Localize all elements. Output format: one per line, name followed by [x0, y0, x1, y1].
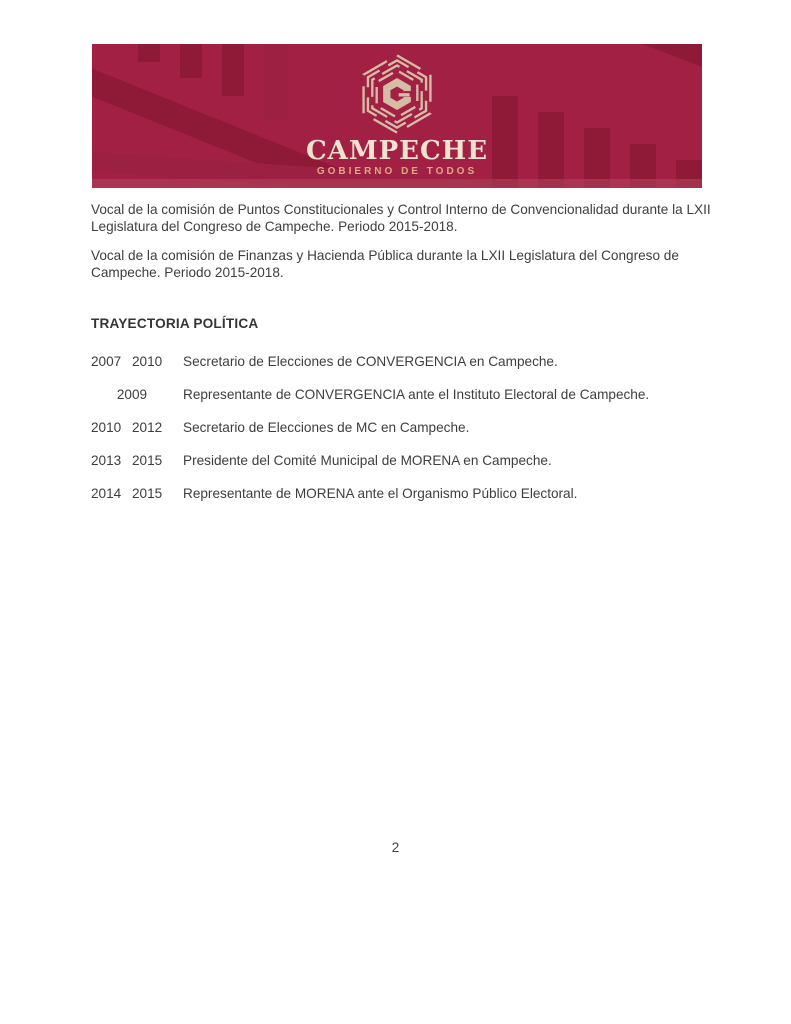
- section-heading-trayectoria-politica: TRAYECTORIA POLÍTICA: [91, 316, 259, 331]
- trajectory-entry: [91, 353, 711, 386]
- campeche-header-banner: [92, 44, 702, 188]
- entry-description: Representante de CONVERGENCIA ante el Instituto Electoral de Campeche.: [183, 387, 650, 402]
- logo-title: CAMPECHE: [305, 136, 489, 166]
- page-number: 2: [391, 840, 400, 855]
- trajectory-entry: [91, 452, 711, 485]
- entry-year-end: 2009: [116, 387, 148, 402]
- trajectory-entry: [91, 386, 711, 419]
- government-logo: [92, 52, 702, 178]
- campeche-hexagon-logo-icon: [355, 52, 439, 136]
- entry-description: Secretario de Elecciones de MC en Campeche.: [183, 420, 470, 435]
- paragraph-commission-constitutional: Vocal de la comisión de Puntos Constitucionales y Control Interno de Convencionalidad durante la LXII Legislatura del Congreso de Campeche. Periodo 2015-2018.: [91, 202, 711, 234]
- entry-description: Secretario de Elecciones de CONVERGENCIA en Campeche.: [183, 354, 558, 369]
- entry-description: Representante de MORENA ante el Organismo Público Electoral.: [183, 486, 578, 501]
- entry-year-end: 2015: [132, 486, 163, 501]
- banner-pattern-shape: [92, 179, 702, 188]
- entry-year-start: 2007: [91, 354, 122, 369]
- trajectory-entry: [91, 485, 711, 518]
- logo-subtitle: GOBIERNO DE TODOS: [316, 166, 478, 177]
- entry-year-end: 2015: [132, 453, 163, 468]
- trajectory-list: [91, 353, 711, 518]
- entry-year-end: 2012: [132, 420, 163, 435]
- entry-year-start: 2013: [91, 453, 122, 468]
- entry-description: Presidente del Comité Municipal de MORENA en Campeche.: [183, 453, 552, 468]
- entry-year-start: 2010: [91, 420, 122, 435]
- trajectory-entry: [91, 419, 711, 452]
- entry-year-start: 2014: [91, 486, 122, 501]
- entry-year-end: 2010: [132, 354, 163, 369]
- paragraph-commission-finance: Vocal de la comisión de Finanzas y Hacienda Pública durante la LXII Legislatura del Congreso de Campeche. Periodo 2015-2018.: [91, 248, 679, 280]
